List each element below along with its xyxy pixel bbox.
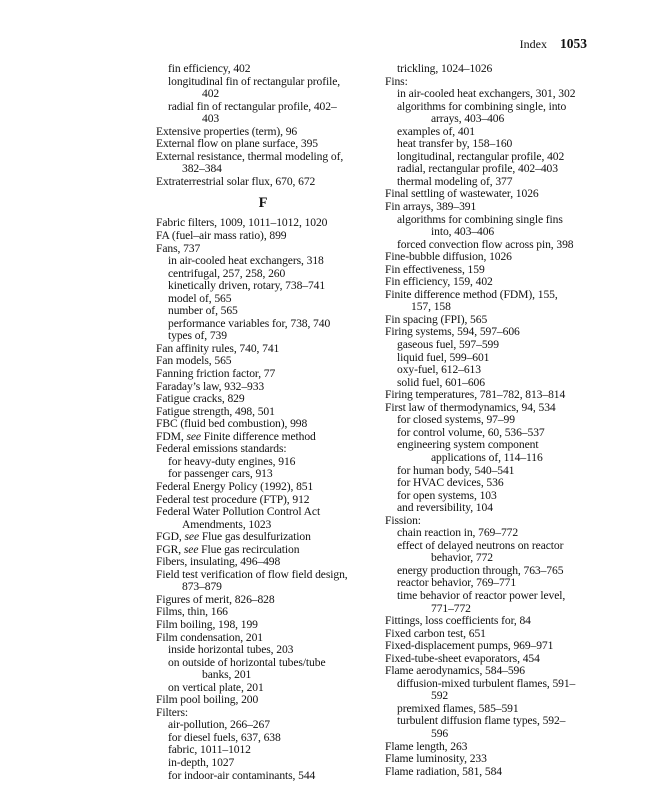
index-subentry: effect of delayed neutrons on reactor bbox=[397, 538, 564, 552]
index-entry: Finite difference method (FDM), 155, bbox=[385, 287, 558, 301]
index-subentry: forced convection flow across pin, 398 bbox=[397, 237, 574, 251]
index-subentry: for control volume, 60, 536–537 bbox=[397, 425, 545, 439]
index-column-right bbox=[385, 63, 599, 778]
index-entry: Federal test procedure (FTP), 912 bbox=[156, 492, 310, 506]
index-subentry: for indoor-air contaminants, 544 bbox=[168, 768, 316, 782]
page-number: 1053 bbox=[560, 36, 587, 51]
index-subentry: types of, 739 bbox=[168, 329, 227, 343]
index-entry-continuation: 402 bbox=[202, 87, 220, 101]
index-subentry: for heavy-duty engines, 916 bbox=[168, 454, 296, 468]
index-entry: Filters: bbox=[156, 705, 189, 719]
index-entry-continuation: behavior, 772 bbox=[431, 551, 493, 565]
index-entry: Film condensation, 201 bbox=[156, 630, 263, 644]
index-subentry: on vertical plate, 201 bbox=[168, 680, 264, 694]
index-subentry: on outside of horizontal tubes/tube bbox=[168, 655, 326, 669]
index-subentry: air-pollution, 266–267 bbox=[168, 718, 270, 732]
index-entry-continuation: 771–772 bbox=[431, 601, 471, 615]
index-subentry: solid fuel, 601–606 bbox=[397, 375, 485, 389]
index-entry: Film boiling, 198, 199 bbox=[156, 617, 258, 631]
index-subentry: fabric, 1011–1012 bbox=[168, 743, 251, 757]
index-subentry: turbulent diffusion flame types, 592– bbox=[397, 714, 566, 728]
index-entry: Flame radiation, 581, 584 bbox=[385, 764, 502, 778]
index-entry-continuation: 157, 158 bbox=[411, 300, 451, 314]
index-subentry: heat transfer by, 158–160 bbox=[397, 137, 513, 151]
index-subentry: diffusion-mixed turbulent flames, 591– bbox=[397, 676, 576, 690]
index-entry: Firing temperatures, 781–782, 813–814 bbox=[385, 388, 566, 402]
index-entry: Extraterrestrial solar flux, 670, 672 bbox=[156, 174, 316, 188]
index-subentry: for HVAC devices, 536 bbox=[397, 476, 504, 490]
index-subentry: examples of, 401 bbox=[397, 124, 475, 138]
index-subentry: in air-cooled heat exchangers, 301, 302 bbox=[397, 87, 576, 101]
index-subentry: for passenger cars, 913 bbox=[168, 467, 273, 481]
cross-reference-target: Flue gas desulfurization bbox=[199, 530, 311, 544]
index-entry: Fin effectiveness, 159 bbox=[385, 262, 485, 276]
index-entry: Fittings, loss coefficients for, 84 bbox=[385, 614, 531, 628]
index-subentry: for open systems, 103 bbox=[397, 488, 497, 502]
index-entry-continuation: 592 bbox=[431, 689, 449, 703]
index-entry-continuation: banks, 201 bbox=[202, 668, 252, 682]
index-subentry: reactor behavior, 769–771 bbox=[397, 576, 517, 590]
index-entry: Extensive properties (term), 96 bbox=[156, 124, 298, 138]
index-entry: Fission: bbox=[385, 513, 421, 527]
index-entry: Figures of merit, 826–828 bbox=[156, 592, 275, 606]
index-subentry: model of, 565 bbox=[168, 291, 232, 305]
index-subentry: thermal modeling of, 377 bbox=[397, 174, 513, 188]
index-entry: Fan models, 565 bbox=[156, 354, 232, 368]
index-entry: Flame aerodynamics, 584–596 bbox=[385, 664, 525, 678]
index-column-left bbox=[156, 63, 370, 782]
index-entry: Flame length, 263 bbox=[385, 739, 468, 753]
index-entry-continuation: 403 bbox=[202, 112, 220, 126]
index-entry: Fins: bbox=[385, 74, 408, 88]
index-entry: Fabric filters, 1009, 1011–1012, 1020 bbox=[156, 216, 328, 230]
index-entry: Final settling of wastewater, 1026 bbox=[385, 187, 539, 201]
cross-reference-target: Finite difference method bbox=[200, 429, 316, 443]
index-entry: FA (fuel–air mass ratio), 899 bbox=[156, 229, 287, 243]
index-subentry: in-depth, 1027 bbox=[168, 755, 235, 769]
index-entry: Federal emissions standards: bbox=[156, 442, 287, 456]
index-entry-continuation: applications of, 114–116 bbox=[431, 450, 543, 464]
index-entry: Faraday’s law, 932–933 bbox=[156, 379, 265, 393]
index-entry: External flow on plane surface, 395 bbox=[156, 137, 318, 151]
index-entry: Fatigue strength, 498, 501 bbox=[156, 404, 275, 418]
index-entry-continuation: arrays, 403–406 bbox=[431, 112, 505, 126]
index-entry-continuation: 596 bbox=[431, 726, 449, 740]
index-subentry: time behavior of reactor power level, bbox=[397, 588, 566, 602]
index-entry: Fin efficiency, 159, 402 bbox=[385, 275, 493, 289]
index-subentry: trickling, 1024–1026 bbox=[397, 62, 493, 75]
index-entry: Fans, 737 bbox=[156, 241, 201, 255]
running-head-label: Index bbox=[519, 37, 547, 51]
index-subentry: for human body, 540–541 bbox=[397, 463, 515, 477]
index-subentry: oxy-fuel, 612–613 bbox=[397, 363, 481, 377]
index-subentry: algorithms for combining single fins bbox=[397, 212, 563, 226]
index-entry: Fine-bubble diffusion, 1026 bbox=[385, 250, 512, 264]
index-subentry: longitudinal, rectangular profile, 402 bbox=[397, 149, 565, 163]
index-subentry: for closed systems, 97–99 bbox=[397, 413, 515, 427]
index-entry-continuation: 382–384 bbox=[182, 162, 222, 176]
index-subentry: performance variables for, 738, 740 bbox=[168, 316, 331, 330]
index-subentry: longitudinal fin of rectangular profile, bbox=[168, 74, 341, 88]
index-subentry: in air-cooled heat exchangers, 318 bbox=[168, 254, 324, 268]
index-subentry: inside horizontal tubes, 203 bbox=[168, 643, 294, 657]
entry-term: FGD, bbox=[156, 530, 185, 544]
entry-term: FDM, bbox=[156, 429, 187, 443]
cross-reference-target: Flue gas recirculation bbox=[198, 542, 300, 556]
index-entry: Flame luminosity, 233 bbox=[385, 752, 487, 766]
index-subentry: fin efficiency, 402 bbox=[168, 62, 251, 75]
index-entry: Fixed-tube-sheet evaporators, 454 bbox=[385, 651, 540, 665]
index-entry: Fin spacing (FPI), 565 bbox=[385, 312, 488, 326]
index-entry: Fibers, insulating, 496–498 bbox=[156, 555, 281, 569]
index-subentry: chain reaction in, 769–772 bbox=[397, 526, 519, 540]
index-subentry: engineering system component bbox=[397, 438, 539, 452]
index-subentry: kinetically driven, rotary, 738–741 bbox=[168, 279, 326, 293]
see-reference: see bbox=[186, 429, 201, 443]
entry-term: FGR, bbox=[156, 542, 184, 556]
letter-section-heading: F bbox=[258, 195, 268, 212]
index-subentry: algorithms for combining single, into bbox=[397, 99, 567, 113]
index-subentry: gaseous fuel, 597–599 bbox=[397, 338, 499, 352]
running-head bbox=[520, 36, 587, 52]
index-entry: Fixed carbon test, 651 bbox=[385, 626, 486, 640]
index-subentry: centrifugal, 257, 258, 260 bbox=[168, 266, 286, 280]
index-entry: Federal Energy Policy (1992), 851 bbox=[156, 479, 314, 493]
index-entry: Field test verification of flow field design, bbox=[156, 567, 348, 581]
index-subentry: energy production through, 763–765 bbox=[397, 563, 564, 577]
index-entry: Fanning friction factor, 77 bbox=[156, 367, 276, 381]
index-subentry: number of, 565 bbox=[168, 304, 238, 318]
see-reference: see bbox=[184, 530, 200, 544]
index-entry: Film pool boiling, 200 bbox=[156, 693, 259, 707]
index-entry: FBC (fluid bed combustion), 998 bbox=[156, 417, 308, 431]
index-entry: Fin arrays, 389–391 bbox=[385, 200, 477, 214]
index-entry: Firing systems, 594, 597–606 bbox=[385, 325, 520, 339]
index-entry: Films, thin, 166 bbox=[156, 605, 228, 619]
index-entry: Fatigue cracks, 829 bbox=[156, 392, 245, 406]
index-entry-continuation: Amendments, 1023 bbox=[182, 517, 272, 531]
index-entry-continuation: into, 403–406 bbox=[431, 225, 495, 239]
index-entry: Fixed-displacement pumps, 969–971 bbox=[385, 639, 554, 653]
index-subentry: premixed flames, 585–591 bbox=[397, 701, 519, 715]
index-subentry: liquid fuel, 599–601 bbox=[397, 350, 490, 364]
index-subentry: radial fin of rectangular profile, 402– bbox=[168, 99, 337, 113]
index-entry: Federal Water Pollution Control Act bbox=[156, 505, 321, 519]
index-entry: First law of thermodynamics, 94, 534 bbox=[385, 400, 556, 414]
index-entry-continuation: 873–879 bbox=[182, 580, 222, 594]
index-subentry: for diesel fuels, 637, 638 bbox=[168, 730, 281, 744]
see-reference: see bbox=[183, 542, 199, 556]
index-entry: Fan affinity rules, 740, 741 bbox=[156, 341, 280, 355]
index-subentry: and reversibility, 104 bbox=[397, 501, 493, 515]
index-entry: External resistance, thermal modeling of, bbox=[156, 149, 344, 163]
index-subentry: radial, rectangular profile, 402–403 bbox=[397, 162, 558, 176]
